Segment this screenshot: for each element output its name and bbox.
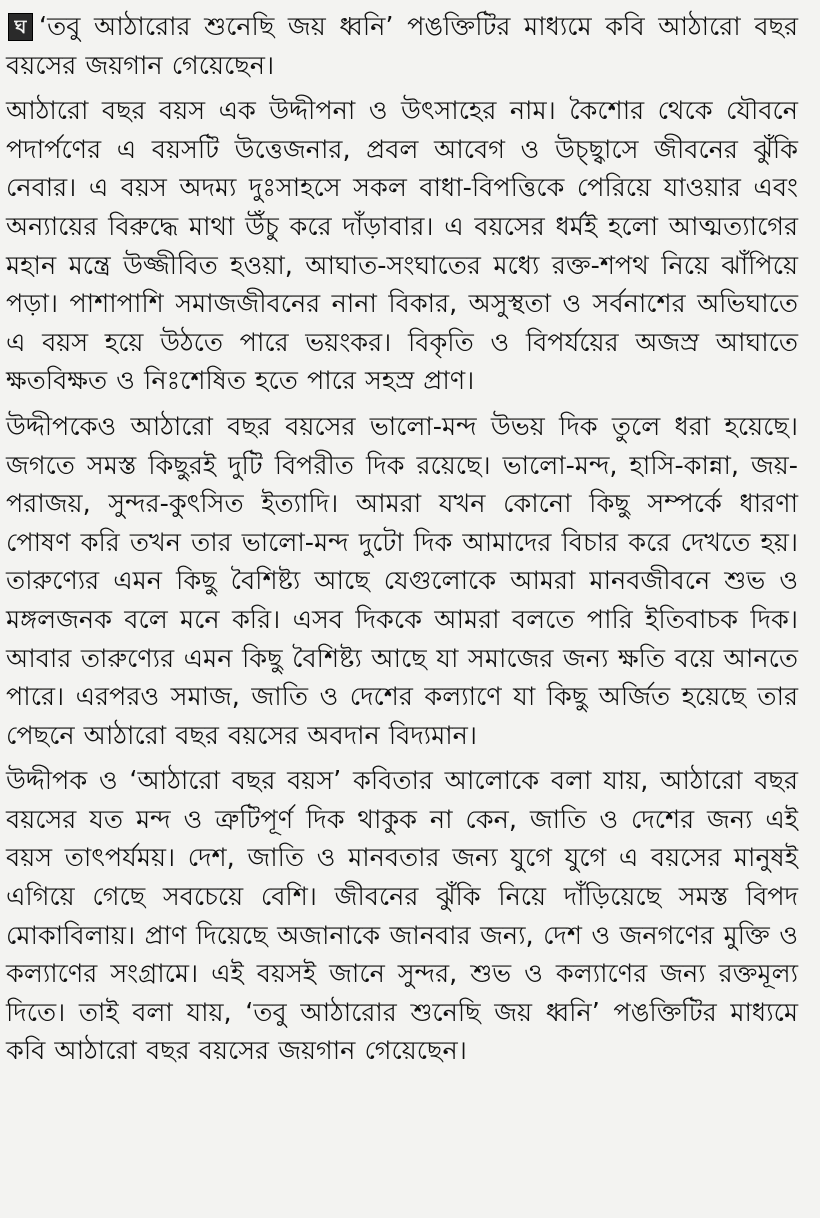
body-paragraph-2: উদ্দীপকেও আঠারো বছর বয়সের ভালো-মন্দ উভয় দিক তুলে ধরা হয়েছে। জগতে সমস্ত কিছুরই দুটি বিপরীত দিক রয়েছে। ভালো-মন্দ, হাসি-কান্না, জয়-পরাজয়, সুন্দর-কুৎসিত ইত্যাদি। আমরা যখন কোনো কিছু সম্পর্কে ধারণা পোষণ করি তখন তার ভালো-মন্দ দুটো দিক আমাদের বিচার করে দেখতে হয়। তারুণ্যের এমন কিছু বৈশিষ্ট্য আছে যেগুলোকে আমরা মানবজীবনে শুভ ও মঙ্গলজনক বলে মনে করি। এসব দিককে আমরা বলতে পারি ইতিবাচক দিক। আবার তারুণ্যের এমন কিছু বৈশিষ্ট্য আছে যা সমাজের জন্য ক্ষতি বয়ে আনতে পারে। এরপরও সমাজ, জাতি ও দেশের কল্যাণে যা কিছু অর্জিত হয়েছে তার পেছনে আঠারো বছর বয়সের অবদান বিদ্যমান। — [6, 411, 798, 751]
answer-label-badge: ঘ — [8, 13, 33, 41]
body-paragraph-1: আঠারো বছর বয়স এক উদ্দীপনা ও উৎসাহের নাম। কৈশোর থেকে যৌবনে পদার্পণের এ বয়সটি উত্তেজনার, প্রবল আবেগ ও উচ্ছ্বাসে জীবনের ঝুঁকি নেবার। এ বয়স অদম্য দুঃসাহসে সকল বাধা-বিপত্তিকে পেরিয়ে যাওয়ার এবং অন্যায়ের বিরুদ্ধে মাথা উঁচু করে দাঁড়াবার। এ বয়সের ধর্মই হলো আত্মত্যাগের মহান মন্ত্রে উজ্জীবিত হওয়া, আঘাত-সংঘাতের মধ্যে রক্ত-শপথ নিয়ে ঝাঁপিয়ে পড়া। পাশাপাশি সমাজজীবনের নানা বিকার, অসুস্থতা ও সর্বনাশের অভিঘাতে এ বয়স হয়ে উঠতে পারে ভয়ংকর। বিকৃতি ও বিপর্যয়ের অজস্র আঘাতে ক্ষতবিক্ষত ও নিঃশেষিত হতে পারে সহস্র প্রাণ। — [6, 96, 798, 397]
answer-intro-paragraph — [6, 8, 798, 85]
conclusion-paragraph: উদ্দীপক ও ‘আঠারো বছর বয়স’ কবিতার আলোকে বলা যায়, আঠারো বছর বয়সের যত মন্দ ও ত্রুটিপূর্ণ দিক থাকুক না কেন, জাতি ও দেশের জন্য এই বয়স তাৎপর্যময়। দেশ, জাতি ও মানবতার জন্য যুগে যুগে এ বয়সের মানুষই এগিয়ে গেছে সবচেয়ে বেশি। জীবনের ঝুঁকি নিয়ে দাঁড়িয়েছে সমস্ত বিপদ মোকাবিলায়। প্রাণ দিয়েছে অজানাকে জানবার জন্য, দেশ ও জনগণের মুক্তি ও কল্যাণের সংগ্রামে। এই বয়সই জানে সুন্দর, শুভ ও কল্যাণের জন্য রক্তমূল্য দিতে। তাই বলা যায়, ‘তবু আঠারোর শুনেছি জয় ধ্বনি’ পঙক্তিটির মাধ্যমে কবি আঠারো বছর বয়সের জয়গান গেয়েছেন। — [6, 766, 798, 1067]
answer-intro-text: ‘তবু আঠারোর শুনেছি জয় ধ্বনি’ পঙক্তিটির মাধ্যমে কবি আঠারো বছর বয়সের জয়গান গেয়েছেন। — [6, 12, 798, 81]
